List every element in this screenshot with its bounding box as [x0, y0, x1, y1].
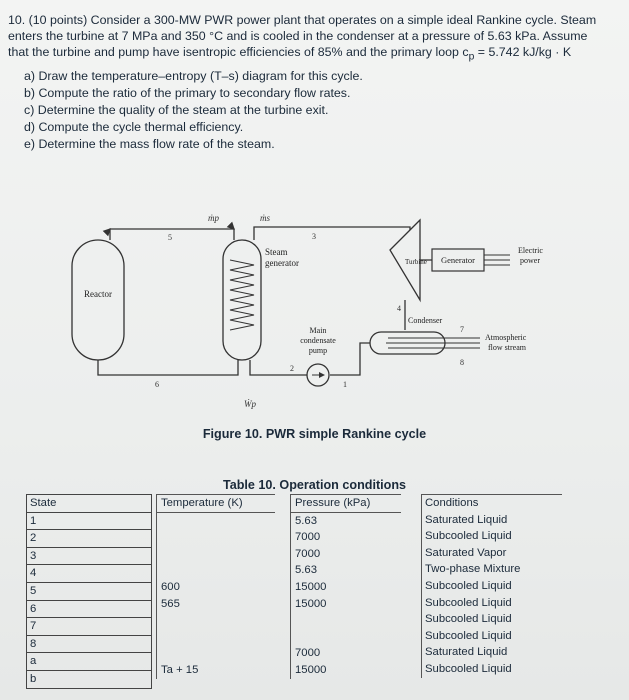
conditions-cell: Subcooled Liquid	[425, 579, 512, 592]
state-5-label: 5	[168, 233, 172, 242]
atmospheric-label-1: Atmospheric	[485, 333, 527, 342]
state-3-label: 3	[312, 232, 316, 241]
state-cell: b	[27, 671, 151, 689]
question-statement	[8, 12, 608, 66]
temperature-cell	[157, 513, 275, 530]
pressure-column	[290, 494, 401, 679]
state-header: State	[27, 495, 151, 513]
pump-work-label: Ẇp	[244, 399, 256, 409]
steam-generator-label-2: generator	[265, 258, 299, 268]
state-cell: 4	[27, 565, 151, 583]
conditions-cell: Saturated Vapor	[425, 546, 507, 559]
pump-label-2: condensate	[300, 336, 336, 345]
conditions-cell: Subcooled Liquid	[425, 662, 512, 675]
conditions-cell: Subcooled Liquid	[425, 629, 512, 642]
temperature-column	[156, 494, 275, 679]
electric-output-lines	[484, 255, 510, 265]
part-a: a) Draw the temperature–entropy (T–s) diagram for this cycle.	[24, 69, 363, 84]
state-cell: 3	[27, 548, 151, 566]
electric-power-label-2: power	[520, 256, 540, 265]
conditions-cell: Saturated Liquid	[425, 646, 508, 659]
conditions-cell: Subcooled Liquid	[425, 530, 512, 543]
secondary-flow-label: ṁs	[260, 213, 271, 223]
state-cell: 6	[27, 601, 151, 619]
temperature-cell: 565	[161, 597, 180, 610]
state-1-label: 1	[343, 380, 347, 389]
pump-label-3: pump	[308, 346, 328, 355]
question-text: 10. (10 points) Consider a 300-MW PWR power plant that operates on a simple ideal Rankine cycle. Steam enters the turbine at 7 MPa and 350 °C and is cooled in the condenser at a pressure of 5.63 kPa. Assume that the turbine and pump have isentropic efficiencies of 85% and the primary loop c	[8, 13, 597, 60]
part-c: c) Determine the quality of the steam at the turbine exit.	[24, 103, 329, 118]
pressure-cell: 15000	[295, 580, 327, 593]
pressure-cell: 7000	[295, 531, 321, 544]
condensate-line	[330, 343, 370, 375]
state-cell: 5	[27, 583, 151, 601]
conditions-cell: Subcooled Liquid	[425, 613, 512, 626]
conditions-cell: Saturated Liquid	[425, 513, 508, 526]
state-column	[26, 494, 152, 689]
state-2-label: 2	[290, 364, 294, 373]
question-parts	[8, 68, 608, 153]
steam-generator-label-1: Steam	[265, 247, 288, 257]
figure-caption: Figure 10. PWR simple Rankine cycle	[202, 427, 427, 441]
pwr-rankine-diagram	[60, 205, 570, 420]
state-4-label: 4	[397, 304, 401, 313]
pressure-cell: 5.63	[295, 514, 317, 527]
question-block	[8, 12, 608, 153]
state-cell: 1	[27, 513, 151, 531]
condenser-label: Condenser	[408, 316, 443, 325]
temperature-cell	[157, 645, 275, 662]
primary-cold-leg	[98, 360, 238, 375]
temperature-cell	[157, 529, 275, 546]
pressure-cell: 15000	[295, 597, 327, 610]
conditions-cell: Two-phase Mixture	[425, 563, 521, 576]
pressure-cell: 5.63	[295, 564, 317, 577]
reactor-vessel	[72, 240, 124, 360]
primary-hot-leg	[110, 229, 234, 240]
feedwater-line	[250, 360, 307, 375]
electric-power-label-1: Electric	[518, 246, 543, 255]
reactor-label: Reactor	[84, 289, 112, 299]
conditions-column	[421, 494, 562, 678]
temperature-cell: Ta + 15	[161, 663, 199, 676]
state-cell: 8	[27, 636, 151, 654]
state-7-label: 7	[460, 325, 464, 334]
pump-label-1: Main	[309, 326, 327, 335]
table-caption: Table 10. Operation conditions	[222, 478, 407, 492]
atmospheric-label-2: flow stream	[488, 343, 526, 352]
temperature-cell: 600	[161, 580, 180, 593]
temperature-cell	[157, 546, 275, 563]
cp-value: = 5.742 kJ/kg · K	[474, 45, 572, 60]
pressure-cell	[291, 612, 401, 629]
temperature-header: Temperature (K)	[157, 495, 275, 513]
state-cell: 7	[27, 618, 151, 636]
pressure-header: Pressure (kPa)	[291, 495, 401, 513]
steam-generator	[223, 240, 261, 360]
pressure-cell	[291, 629, 401, 646]
temperature-cell	[157, 562, 275, 579]
part-e: e) Determine the mass flow rate of the steam.	[24, 137, 275, 152]
cp-subscript: p	[468, 51, 475, 63]
generator-label: Generator	[441, 255, 475, 265]
conditions-cell: Subcooled Liquid	[425, 596, 512, 609]
state-cell: 2	[27, 530, 151, 548]
state-cell: a	[27, 653, 151, 671]
state-6-label: 6	[155, 380, 159, 389]
part-b: b) Compute the ratio of the primary to secondary flow rates.	[24, 86, 351, 101]
pressure-cell: 7000	[295, 547, 321, 560]
state-8-label: 8	[460, 358, 464, 367]
part-d: d) Compute the cycle thermal efficiency.	[24, 120, 244, 135]
conditions-header: Conditions	[425, 497, 479, 509]
primary-flow-label: ṁp	[208, 213, 219, 223]
pressure-cell: 15000	[295, 663, 327, 676]
turbine-label: Turbine	[405, 258, 427, 266]
pressure-cell: 7000	[295, 647, 321, 660]
temperature-cell	[157, 629, 275, 646]
temperature-cell	[157, 612, 275, 629]
